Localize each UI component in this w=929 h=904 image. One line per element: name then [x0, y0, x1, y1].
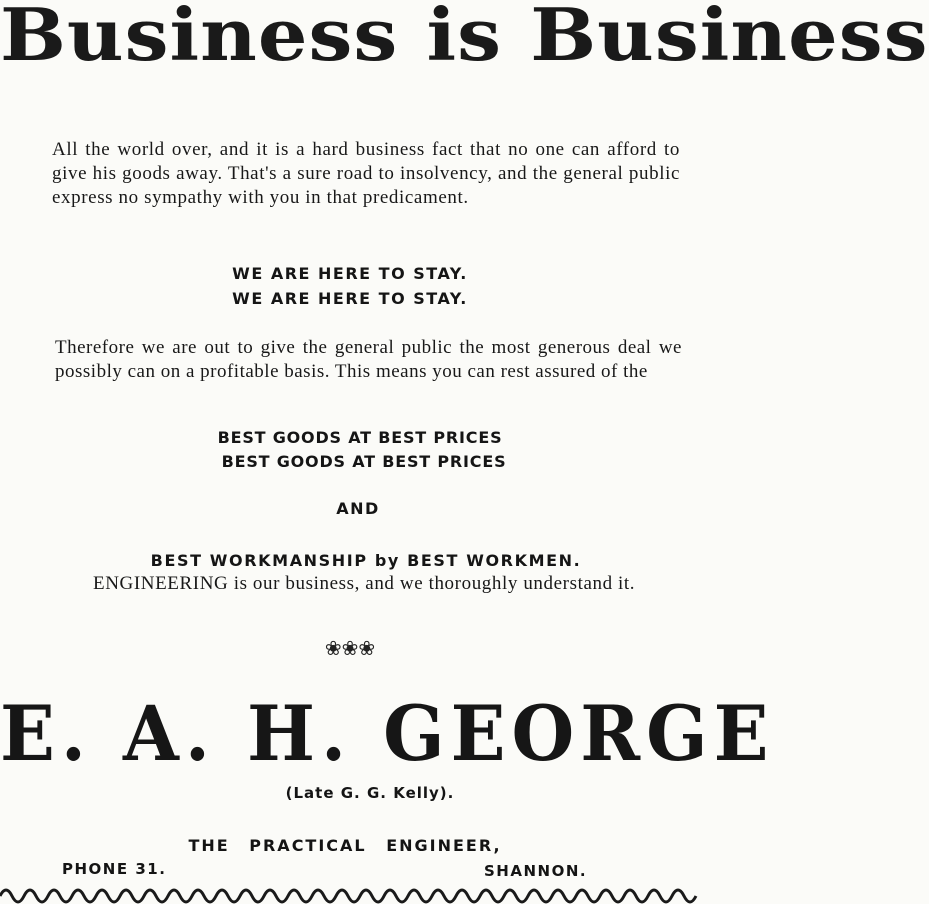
and-line: AND: [336, 499, 380, 518]
stay-line-1: WE ARE HERE TO STAY.: [232, 264, 468, 283]
intro-paragraph: All the world over, and it is a hard business fact that no one can afford to give his goods away. That's a sure road to insolvency, and the general public express no sympathy with you in that predicament.: [52, 139, 680, 208]
headline: Business is Business: [0, 0, 929, 78]
firm-name: E. A. H. GEORGE: [0, 688, 775, 779]
workmanship-line: BEST WORKMANSHIP by BEST WORKMEN.: [150, 551, 582, 570]
late-owner-line: (Late G. G. Kelly).: [285, 784, 455, 802]
goods-line-2: BEST GOODS AT BEST PRICES: [221, 452, 507, 471]
engineer-line: THE PRACTICAL ENGINEER,: [188, 836, 502, 855]
middle-paragraph: Therefore we are out to give the general public the most generous deal we possibly can on a profitable basis. This means you can rest assured of the: [55, 337, 682, 382]
town-name: SHANNON.: [484, 862, 588, 880]
stay-line-2: WE ARE HERE TO STAY.: [232, 289, 468, 308]
goods-line-1: BEST GOODS AT BEST PRICES: [217, 428, 503, 447]
wavy-border-decoration: [0, 880, 700, 904]
engineering-paragraph: ENGINEERING is our business, and we thoroughly understand it.: [93, 573, 636, 594]
flower-ornament-icon: ❀❀❀: [324, 638, 376, 660]
phone-number: PHONE 31.: [62, 860, 167, 878]
